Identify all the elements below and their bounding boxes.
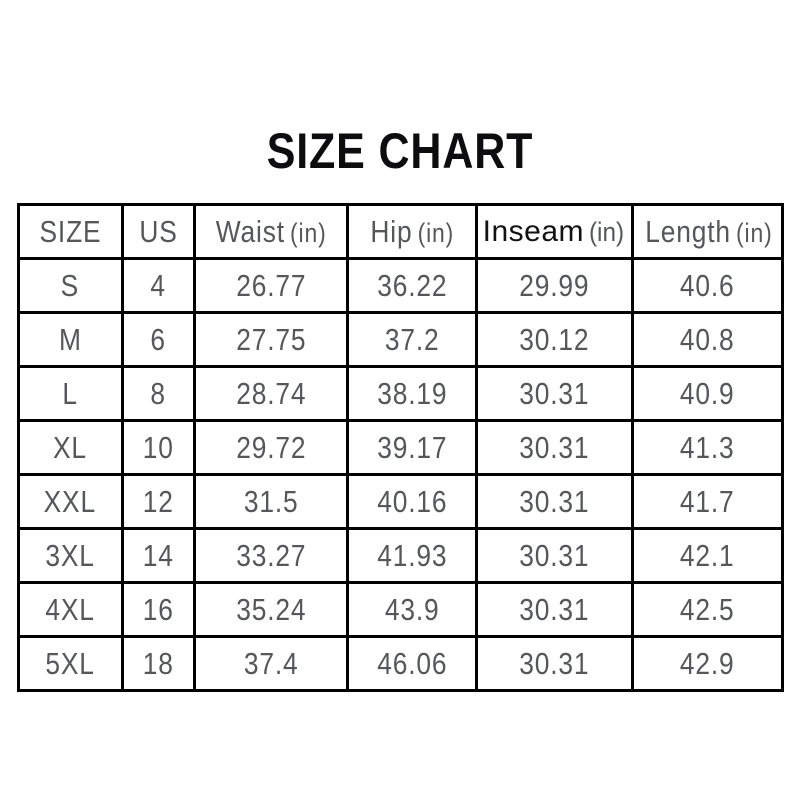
inseam-cell: 30.31 bbox=[477, 637, 632, 691]
length-cell: 40.8 bbox=[632, 313, 782, 367]
header-us bbox=[122, 205, 195, 259]
waist-cell: 28.74 bbox=[195, 367, 347, 421]
waist-cell: 33.27 bbox=[195, 529, 347, 583]
hip-cell: 46.06 bbox=[347, 637, 476, 691]
us-cell: 4 bbox=[122, 259, 195, 313]
hip-cell: 43.9 bbox=[347, 583, 476, 637]
waist-cell: 37.4 bbox=[195, 637, 347, 691]
header-waist-unit: (in) bbox=[289, 217, 327, 248]
table-row-s bbox=[19, 259, 783, 313]
inseam-cell: 30.31 bbox=[477, 583, 632, 637]
us-cell: 14 bbox=[122, 529, 195, 583]
length-cell: 42.5 bbox=[632, 583, 782, 637]
header-row bbox=[19, 205, 783, 259]
waist-cell: 35.24 bbox=[195, 583, 347, 637]
waist-cell: 27.75 bbox=[195, 313, 347, 367]
header-length-unit: (in) bbox=[735, 217, 773, 248]
header-size-label: SIZE bbox=[39, 213, 102, 249]
header-length bbox=[632, 205, 782, 259]
header-hip-unit: (in) bbox=[417, 217, 454, 248]
table-row-5xl bbox=[19, 637, 783, 691]
size-cell: M bbox=[19, 313, 123, 367]
table-row-4xl bbox=[19, 583, 783, 637]
table-row-xxl bbox=[19, 475, 783, 529]
inseam-cell: 30.31 bbox=[477, 475, 632, 529]
us-cell: 6 bbox=[122, 313, 195, 367]
header-size bbox=[19, 205, 123, 259]
table-row-3xl bbox=[19, 529, 783, 583]
page-title bbox=[0, 123, 800, 179]
size-cell: L bbox=[19, 367, 123, 421]
size-cell: 5XL bbox=[19, 637, 123, 691]
table-row-l bbox=[19, 367, 783, 421]
waist-cell: 31.5 bbox=[195, 475, 347, 529]
table-row-xl bbox=[19, 421, 783, 475]
hip-cell: 38.19 bbox=[347, 367, 476, 421]
length-cell: 40.9 bbox=[632, 367, 782, 421]
size-cell: XL bbox=[19, 421, 123, 475]
header-hip-label: Hip bbox=[370, 213, 413, 249]
length-cell: 42.1 bbox=[632, 529, 782, 583]
waist-cell: 29.72 bbox=[195, 421, 347, 475]
header-inseam-unit: (in) bbox=[588, 216, 625, 247]
header-waist-label: Waist bbox=[215, 213, 285, 249]
inseam-cell: 30.31 bbox=[477, 529, 632, 583]
header-waist bbox=[195, 205, 347, 259]
hip-cell: 36.22 bbox=[347, 259, 476, 313]
inseam-cell: 30.31 bbox=[477, 367, 632, 421]
inseam-cell: 30.12 bbox=[477, 313, 632, 367]
header-length-label: Length bbox=[644, 213, 731, 249]
inseam-cell: 29.99 bbox=[477, 259, 632, 313]
header-inseam bbox=[477, 205, 632, 259]
hip-cell: 40.16 bbox=[347, 475, 476, 529]
length-cell: 41.3 bbox=[632, 421, 782, 475]
length-cell: 40.6 bbox=[632, 259, 782, 313]
header-inseam-label: Inseam bbox=[482, 214, 585, 248]
us-cell: 8 bbox=[122, 367, 195, 421]
waist-cell: 26.77 bbox=[195, 259, 347, 313]
us-cell: 10 bbox=[122, 421, 195, 475]
us-cell: 16 bbox=[122, 583, 195, 637]
size-cell: XXL bbox=[19, 475, 123, 529]
us-cell: 18 bbox=[122, 637, 195, 691]
inseam-cell: 30.31 bbox=[477, 421, 632, 475]
header-us-label: US bbox=[139, 213, 178, 249]
length-cell: 42.9 bbox=[632, 637, 782, 691]
hip-cell: 41.93 bbox=[347, 529, 476, 583]
size-cell: 4XL bbox=[19, 583, 123, 637]
size-chart-table bbox=[17, 203, 784, 692]
hip-cell: 39.17 bbox=[347, 421, 476, 475]
size-cell: 3XL bbox=[19, 529, 123, 583]
us-cell: 12 bbox=[122, 475, 195, 529]
table-row-m bbox=[19, 313, 783, 367]
hip-cell: 37.2 bbox=[347, 313, 476, 367]
page-title-text: SIZE CHART bbox=[266, 123, 534, 179]
length-cell: 41.7 bbox=[632, 475, 782, 529]
header-hip bbox=[347, 205, 476, 259]
size-cell: S bbox=[19, 259, 123, 313]
